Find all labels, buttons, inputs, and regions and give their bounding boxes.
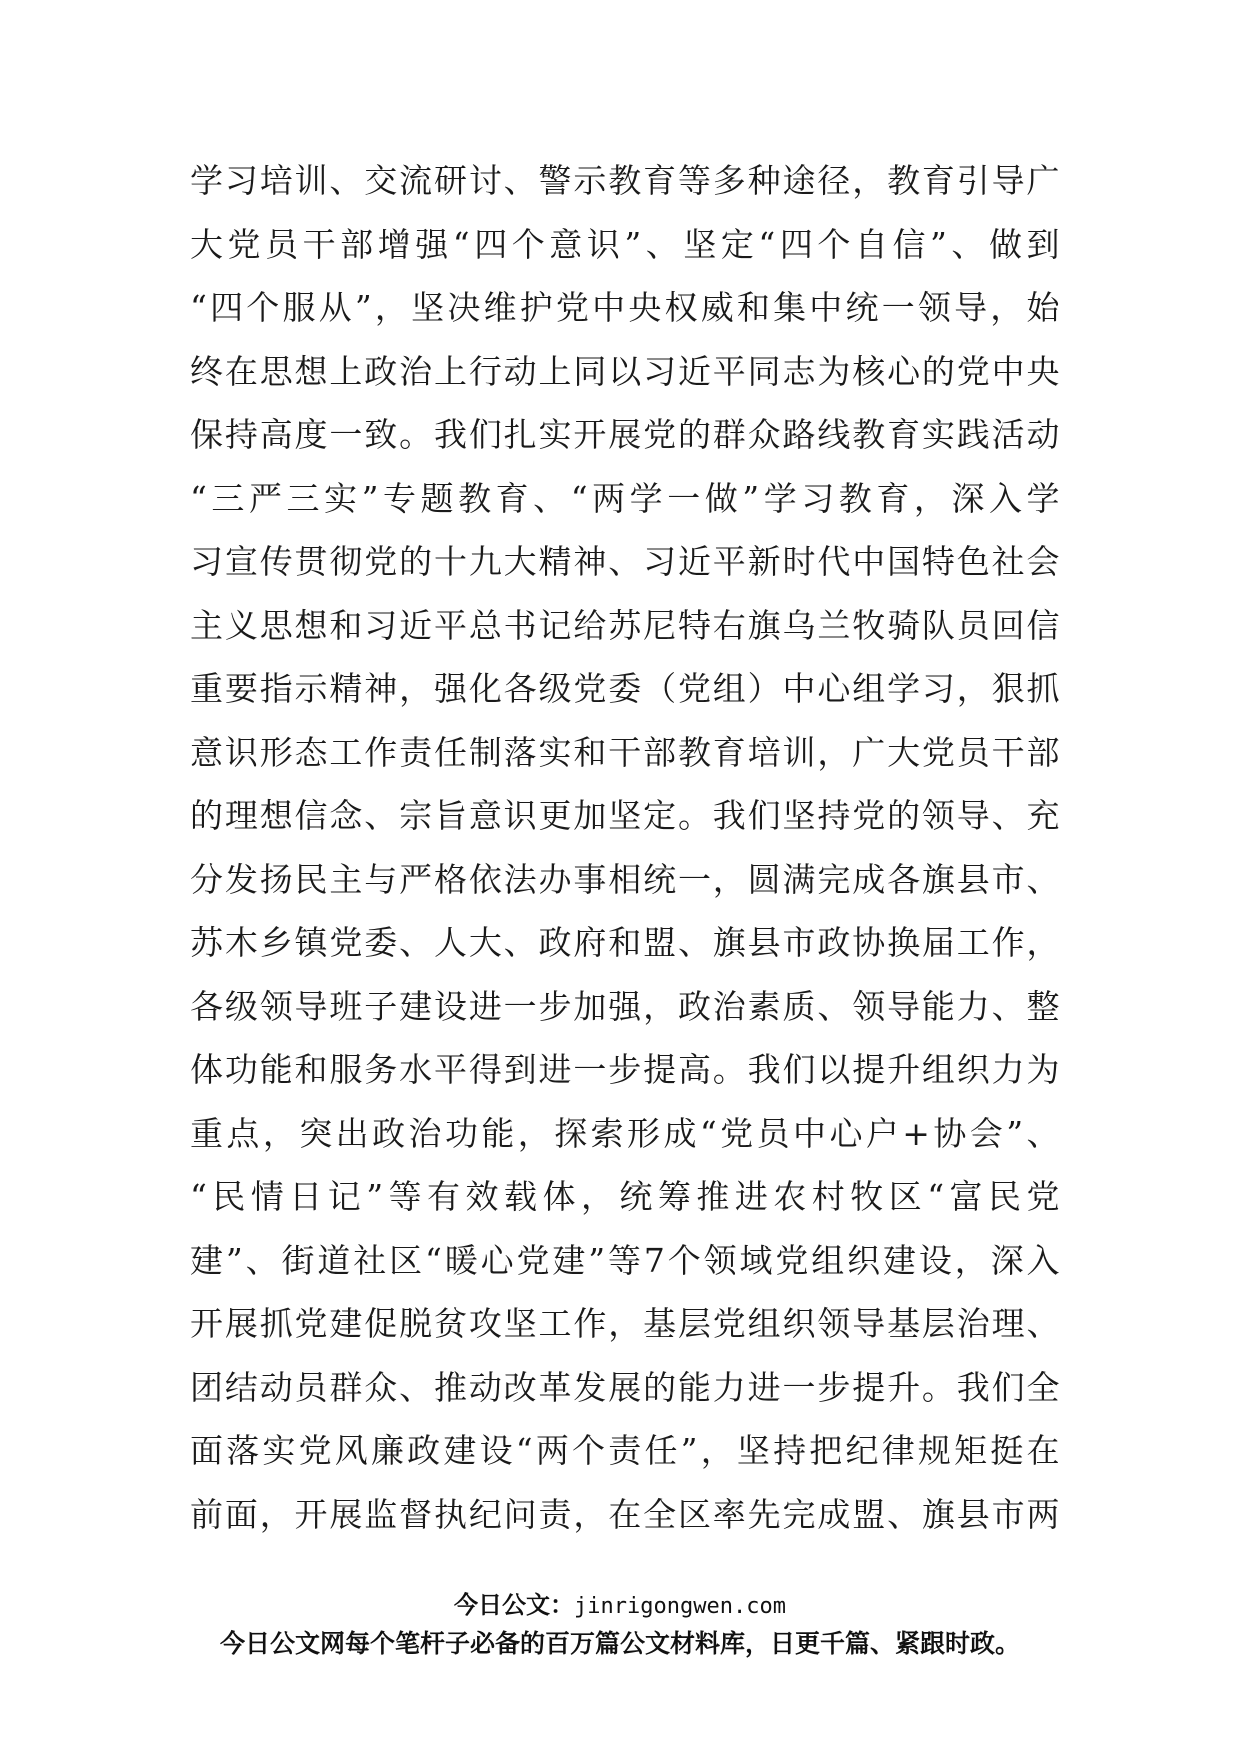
text-line: 学习培训、交流研讨、警示教育等多种途径，教育引导广 [190,161,1060,200]
footer-site-link[interactable]: jinrigongwen.com [574,1594,786,1619]
text-line: 重要指示精神，强化各级党委（党组）中心组学习，狠抓 [190,669,1060,708]
text-line: “民情日记”等有效载体，统筹推进农村牧区“富民党 [190,1177,1060,1216]
text-line: 团结动员群众、推动改革发展的能力进一步提升。我们全 [190,1367,1060,1407]
text-line: 面落实党风廉政建设“两个责任”，坚持把纪律规矩挺在 [190,1431,1060,1470]
footer-site-label: 今日公文： [454,1591,575,1619]
text-line: 分发扬民主与严格依法办事相统一，圆满完成各旗县市、 [190,859,1060,899]
text-line: “三严三实”专题教育、“两学一做”学习教育，深入学 [190,478,1060,518]
text-line: 的理想信念、宗旨意识更加坚定。我们坚持党的领导、充 [190,796,1060,835]
body-text [190,156,1060,1553]
text-line: 开展抓党建促脱贫攻坚工作，基层党组织领导基层治理、 [190,1304,1060,1343]
footer-slogan: 今日公文网每个笔杆子必备的百万篇公文材料库，日更千篇、紧跟时政。 [219,1629,1020,1658]
text-line: 建”、街道社区“暖心党建”等7个领域党组织建设，深入 [190,1240,1060,1280]
text-line: 终在思想上政治上行动上同以习近平同志为核心的党中央 [190,351,1060,391]
text-line: 前面，开展监督执纪问责，在全区率先完成盟、旗县市两 [190,1494,1060,1534]
text-line: 大党员干部增强“四个意识”、坚定“四个自信”、做到 [190,224,1060,264]
text-line: 主义思想和习近平总书记给苏尼特右旗乌兰牧骑队员回信 [190,605,1060,645]
text-line: 重点，突出政治功能，探索形成“党员中心户+协会”、 [190,1113,1060,1153]
text-line: 保持高度一致。我们扎实开展党的群众路线教育实践活动 [190,415,1060,454]
footer-site [0,1588,1240,1624]
text-line: 苏木乡镇党委、人大、政府和盟、旗县市政协换届工作， [190,923,1060,962]
text-line: 意识形态工作责任制落实和干部教育培训，广大党员干部 [190,732,1060,772]
text-line: 各级领导班子建设进一步加强，政治素质、领导能力、整 [190,986,1060,1026]
text-line: 习宣传贯彻党的十九大精神、习近平新时代中国特色社会 [190,542,1060,581]
text-line: “四个服从”，坚决维护党中央权威和集中统一领导，始 [190,288,1060,327]
text-line: 体功能和服务水平得到进一步提高。我们以提升组织力为 [190,1050,1060,1089]
